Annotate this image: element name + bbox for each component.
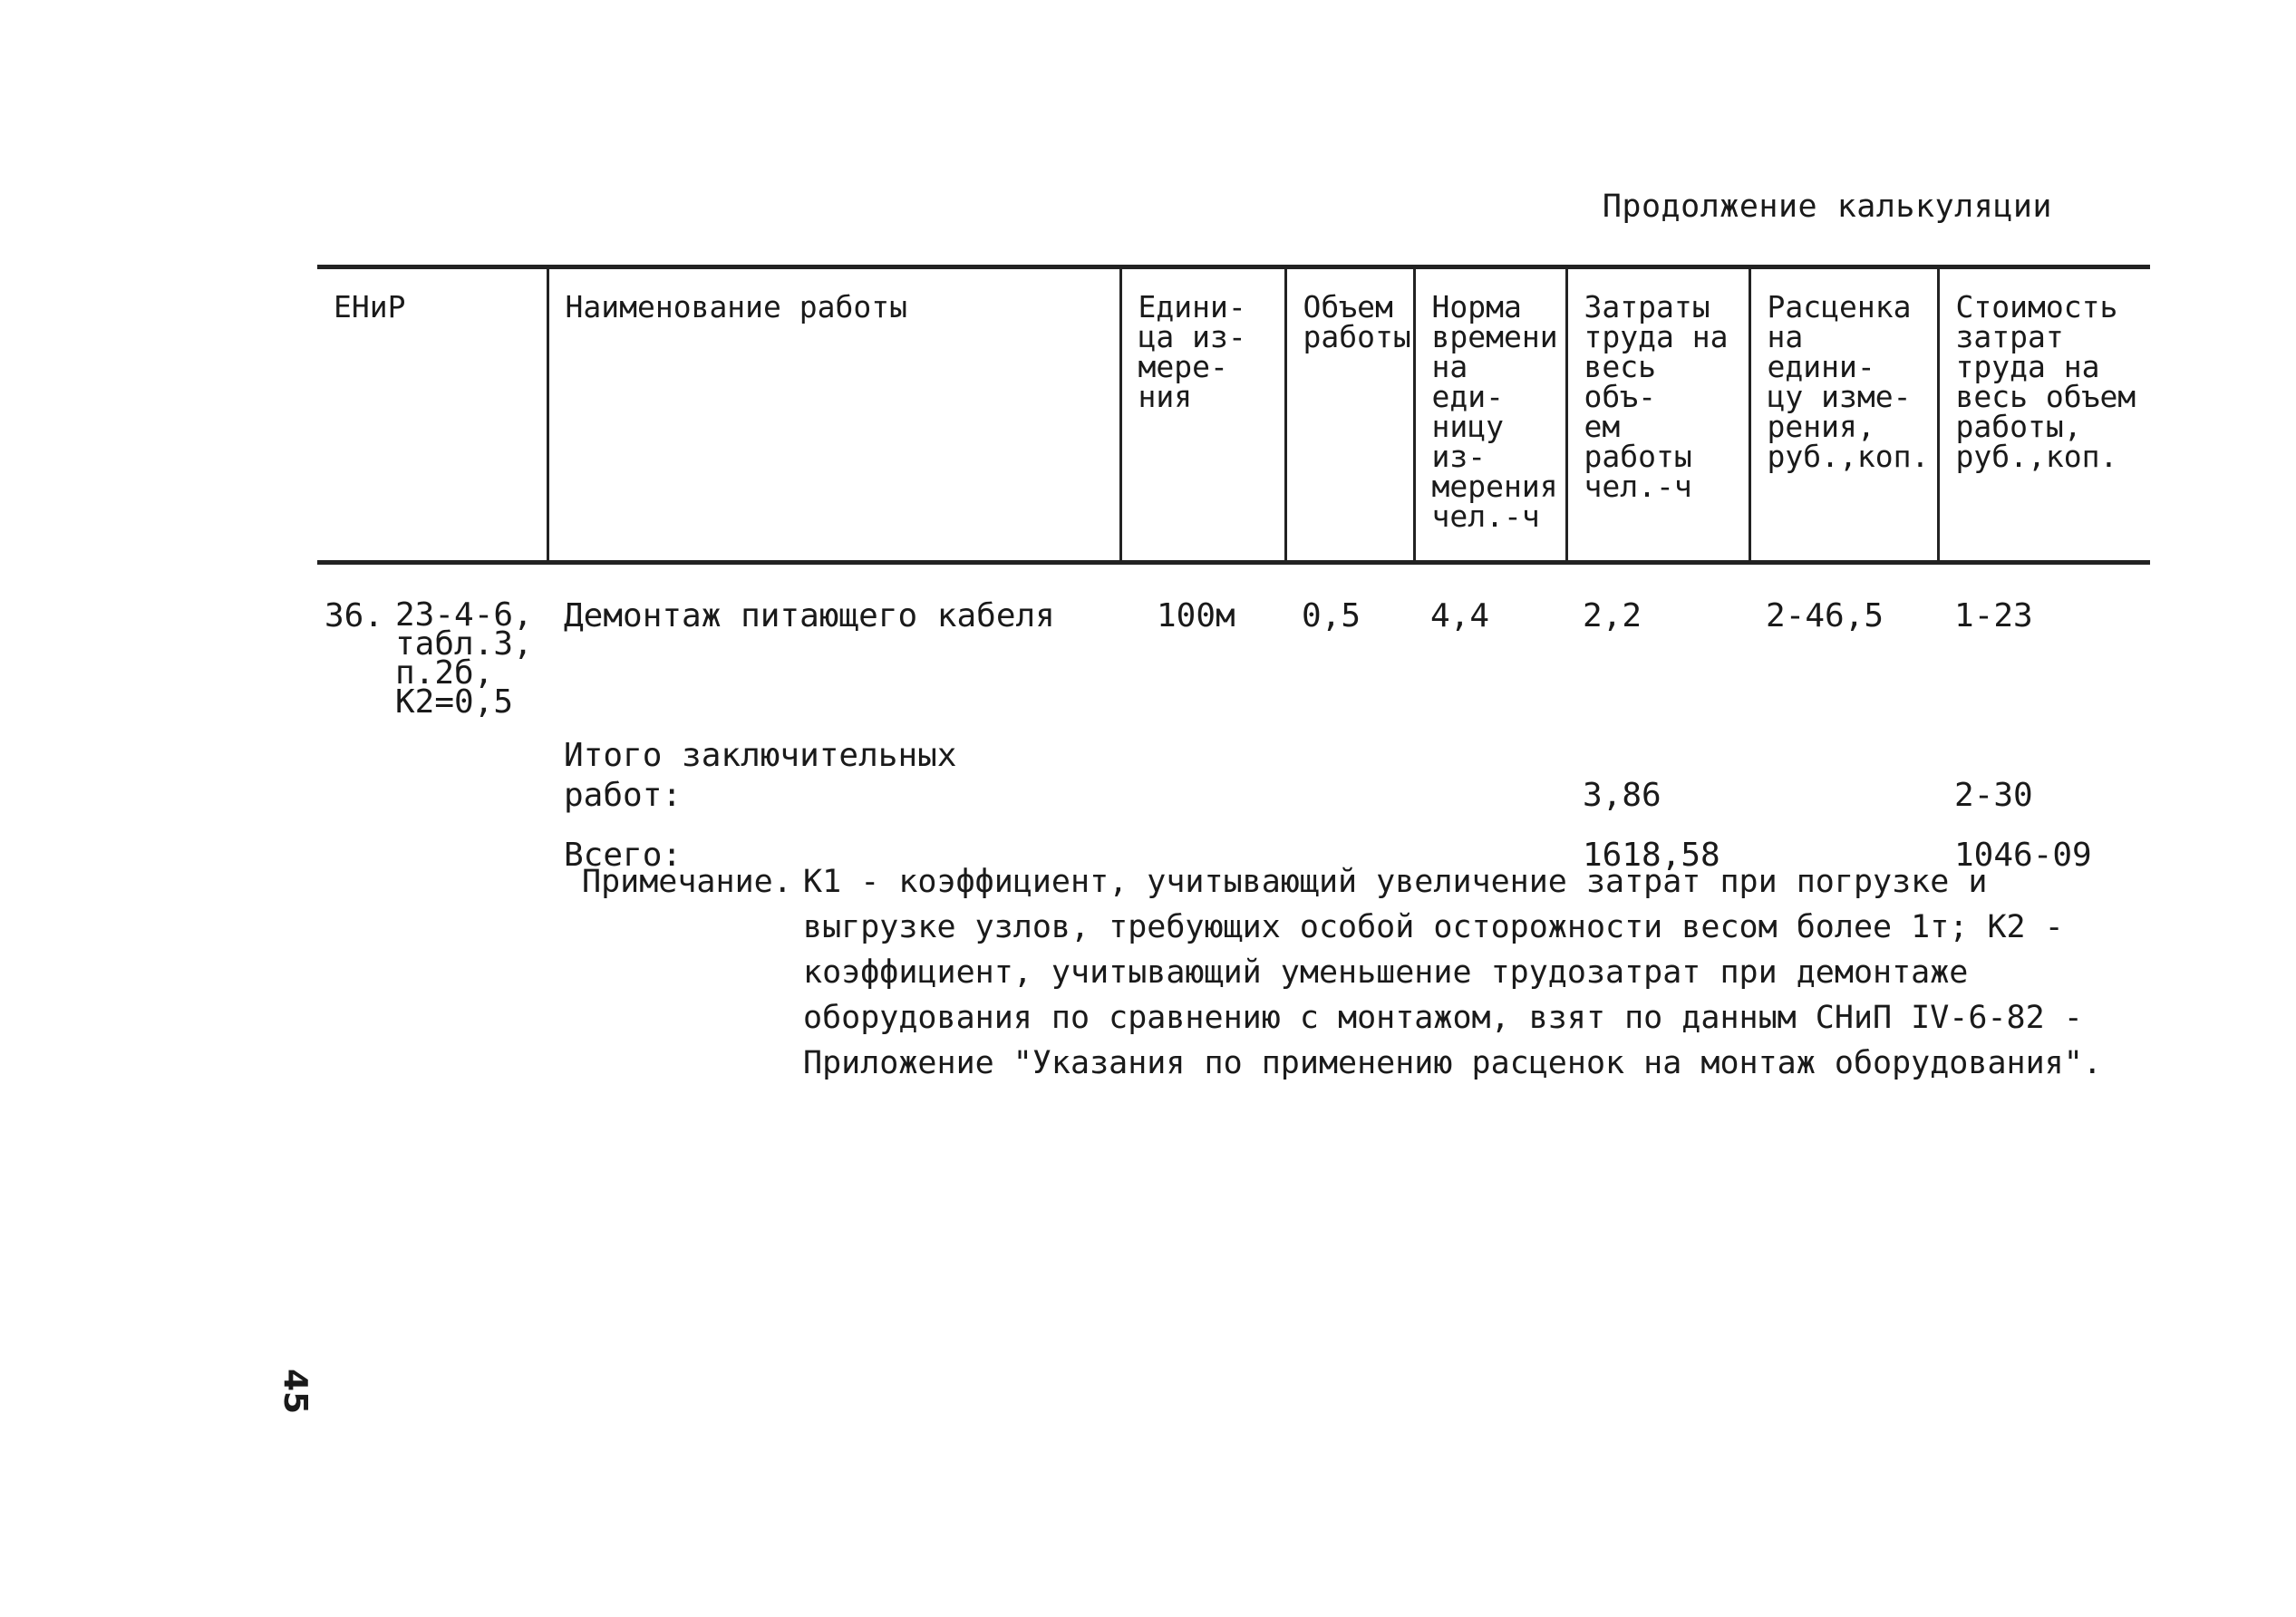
- volume-value: 0,5: [1302, 597, 1361, 634]
- final-works-label-line2: работ:: [564, 777, 683, 814]
- grand-cost-total: 1046-09: [1954, 837, 2092, 874]
- cost-value: 1-23: [1954, 597, 2033, 634]
- unit-value: 100м: [1157, 597, 1235, 634]
- norm-value: 4,4: [1430, 597, 1490, 634]
- col-header-volume: Объем работы: [1285, 267, 1414, 563]
- col-header-cost-total: Стоимость затрат труда на весь объем работы, руб.,коп.: [1938, 267, 2150, 563]
- row-number: 36.: [325, 597, 384, 634]
- work-name: Демонтаж питающего кабеля: [564, 597, 1055, 634]
- table-row: [317, 563, 2150, 718]
- enir-code: 23-4-6, табл.3, п.2б, К2=0,5: [395, 596, 533, 721]
- col-header-time-norm: Норма времени на еди- ницу из- мерения чел.-ч: [1414, 267, 1566, 563]
- note-label: Примечание.: [582, 864, 792, 900]
- grand-labor-total: 1618,58: [1583, 837, 1720, 874]
- col-header-unit: Едини- ца из- мере- ния: [1120, 267, 1285, 563]
- labor-value: 2,2: [1583, 597, 1642, 634]
- table-row: [317, 771, 2150, 811]
- note-text: К1 - коэффициент, учитывающий увеличение затрат при погрузке и выгрузке узлов, требующих особой осторожности весом более 1т; К2 - коэффициент, учитывающий уменьшение трудозатрат при демонтаже оборудования по сравнению с монтажом, взят по данным СНиП IV-6-82 - Приложение "Указания по применению расценок на монтаж оборудования".: [803, 864, 2102, 1081]
- page-number: 45: [276, 1369, 314, 1415]
- final-works-label-line1: Итого заключительных: [564, 737, 957, 774]
- final-cost-total: 2-30: [1954, 777, 2033, 814]
- col-header-enir: ЕНиР: [317, 267, 547, 563]
- note-block: [582, 859, 2123, 1086]
- col-header-work-name: Наименование работы: [547, 267, 1120, 563]
- table-header-row: [317, 267, 2150, 563]
- rate-value: 2-46,5: [1766, 597, 1884, 634]
- col-header-unit-rate: Расценка на едини- цу изме- рения, руб.,коп.: [1749, 267, 1938, 563]
- final-labor-total: 3,86: [1583, 777, 1661, 814]
- col-header-labor-total: Затраты труда на весь объ- ем работы чел.-ч: [1566, 267, 1749, 563]
- table-row: [317, 717, 2150, 771]
- continuation-header: Продолжение калькуляции: [1602, 189, 2052, 225]
- calculation-table: [317, 265, 2150, 874]
- grand-total-label: Всего:: [564, 837, 683, 874]
- enir-code-cell: [317, 563, 547, 721]
